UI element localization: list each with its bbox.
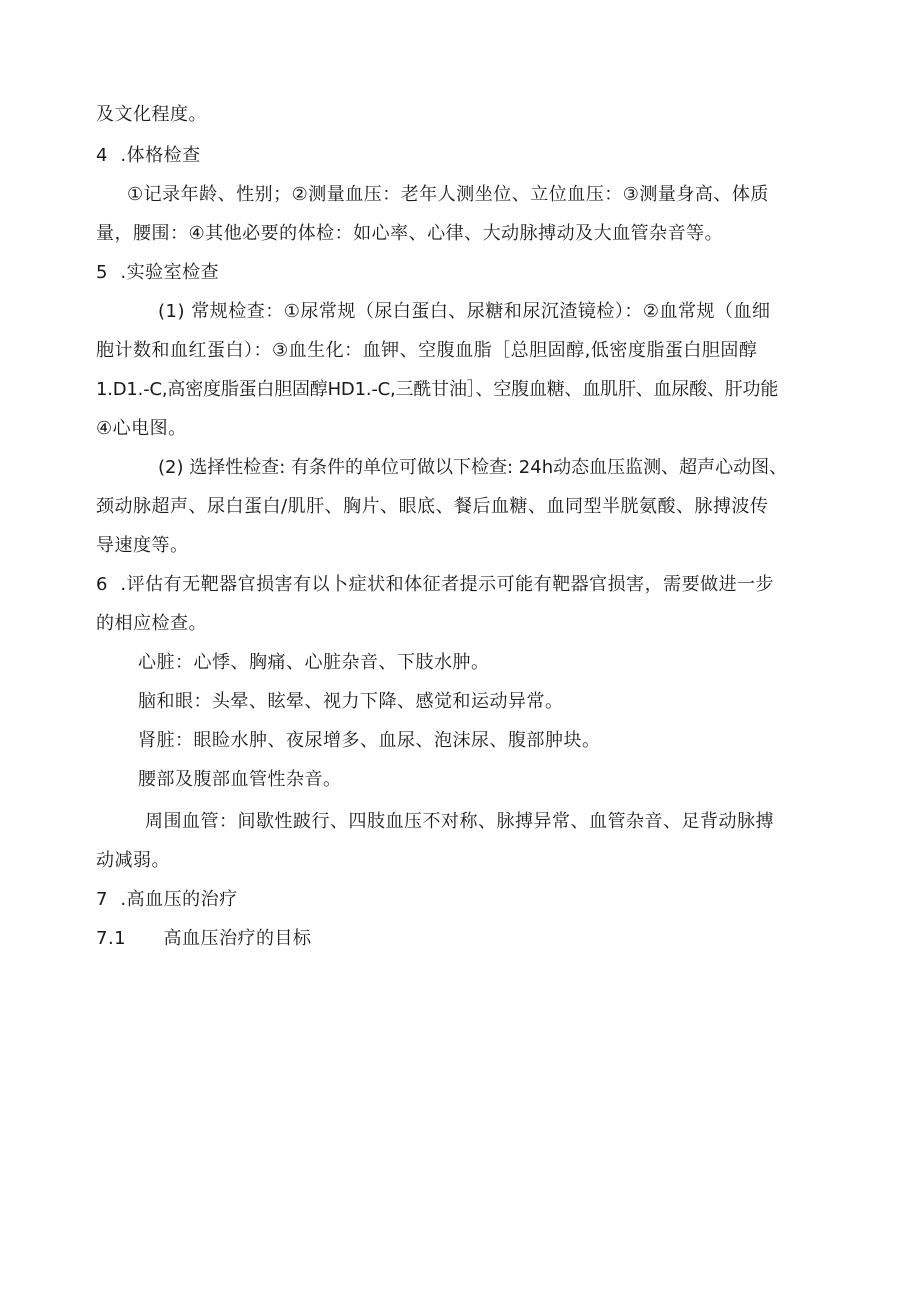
text-line: 及文化程度。 xyxy=(96,104,207,125)
subsection-heading: 7.1 高血压治疗的目标 xyxy=(96,928,312,949)
text-line: 心脏：心悸、胸痛、心脏杂音、下肢水肿。 xyxy=(138,652,490,673)
section-heading: 7 .高血压的治疗 xyxy=(96,889,238,910)
text-line: (2) 选择性检查: 有条件的单位可做以下检查: 24h动态血压监测、超声心动图、 xyxy=(158,457,788,478)
text-line: 胞计数和血红蛋白）：③血生化：血钾、空腹血脂［总胆固醇,低密度脂蛋白胆固醇 xyxy=(96,340,758,361)
section-heading: 4 .体格检查 xyxy=(96,145,201,166)
text-line: 周围血管：间歇性跛行、四肢血压不对称、脉搏异常、血管杂音、足背动脉搏 xyxy=(145,811,774,832)
text-line: 的相应检查。 xyxy=(96,613,207,634)
text-line: 动减弱。 xyxy=(96,850,170,871)
text-line: 脑和眼：头晕、眩晕、视力下降、感觉和运动异常。 xyxy=(138,691,564,712)
text-line: 腰部及腹部血管性杂音。 xyxy=(138,769,342,790)
text-line: 导速度等。 xyxy=(96,535,189,556)
text-line: 1.D1.-C,高密度脂蛋白胆固醇HD1.-C,三酰甘油］、空腹血糖、血肌肝、血尿酸、肝功能 xyxy=(96,379,779,400)
text-line: 量，腰围：④其他必要的体检：如心率、心律、大动脉搏动及大血管杂音等。 xyxy=(96,223,724,244)
text-line: (1) 常规检查：①尿常规（尿白蛋白、尿糖和尿沉渣镜检）：②血常规（血细 xyxy=(158,301,771,322)
section-heading: 5 .实验室检查 xyxy=(96,262,220,283)
text-line: ④心电图。 xyxy=(96,418,187,439)
text-line: 肾脏：眼睑水肿、夜尿增多、血尿、泡沫尿、腹部肿块。 xyxy=(138,730,601,751)
text-line: 颈动脉超声、尿白蛋白/肌肝、胸片、眼底、餐后血糖、血同型半胱氨酸、脉搏波传 xyxy=(96,496,769,517)
text-line: ①记录年龄、性别；②测量血压：老年人测坐位、立位血压：③测量身高、体质 xyxy=(127,184,769,205)
section-heading: 6 .评估有无靶器官损害有以卜症状和体征者提示可能有靶器官损害，需要做进一步 xyxy=(96,574,775,595)
